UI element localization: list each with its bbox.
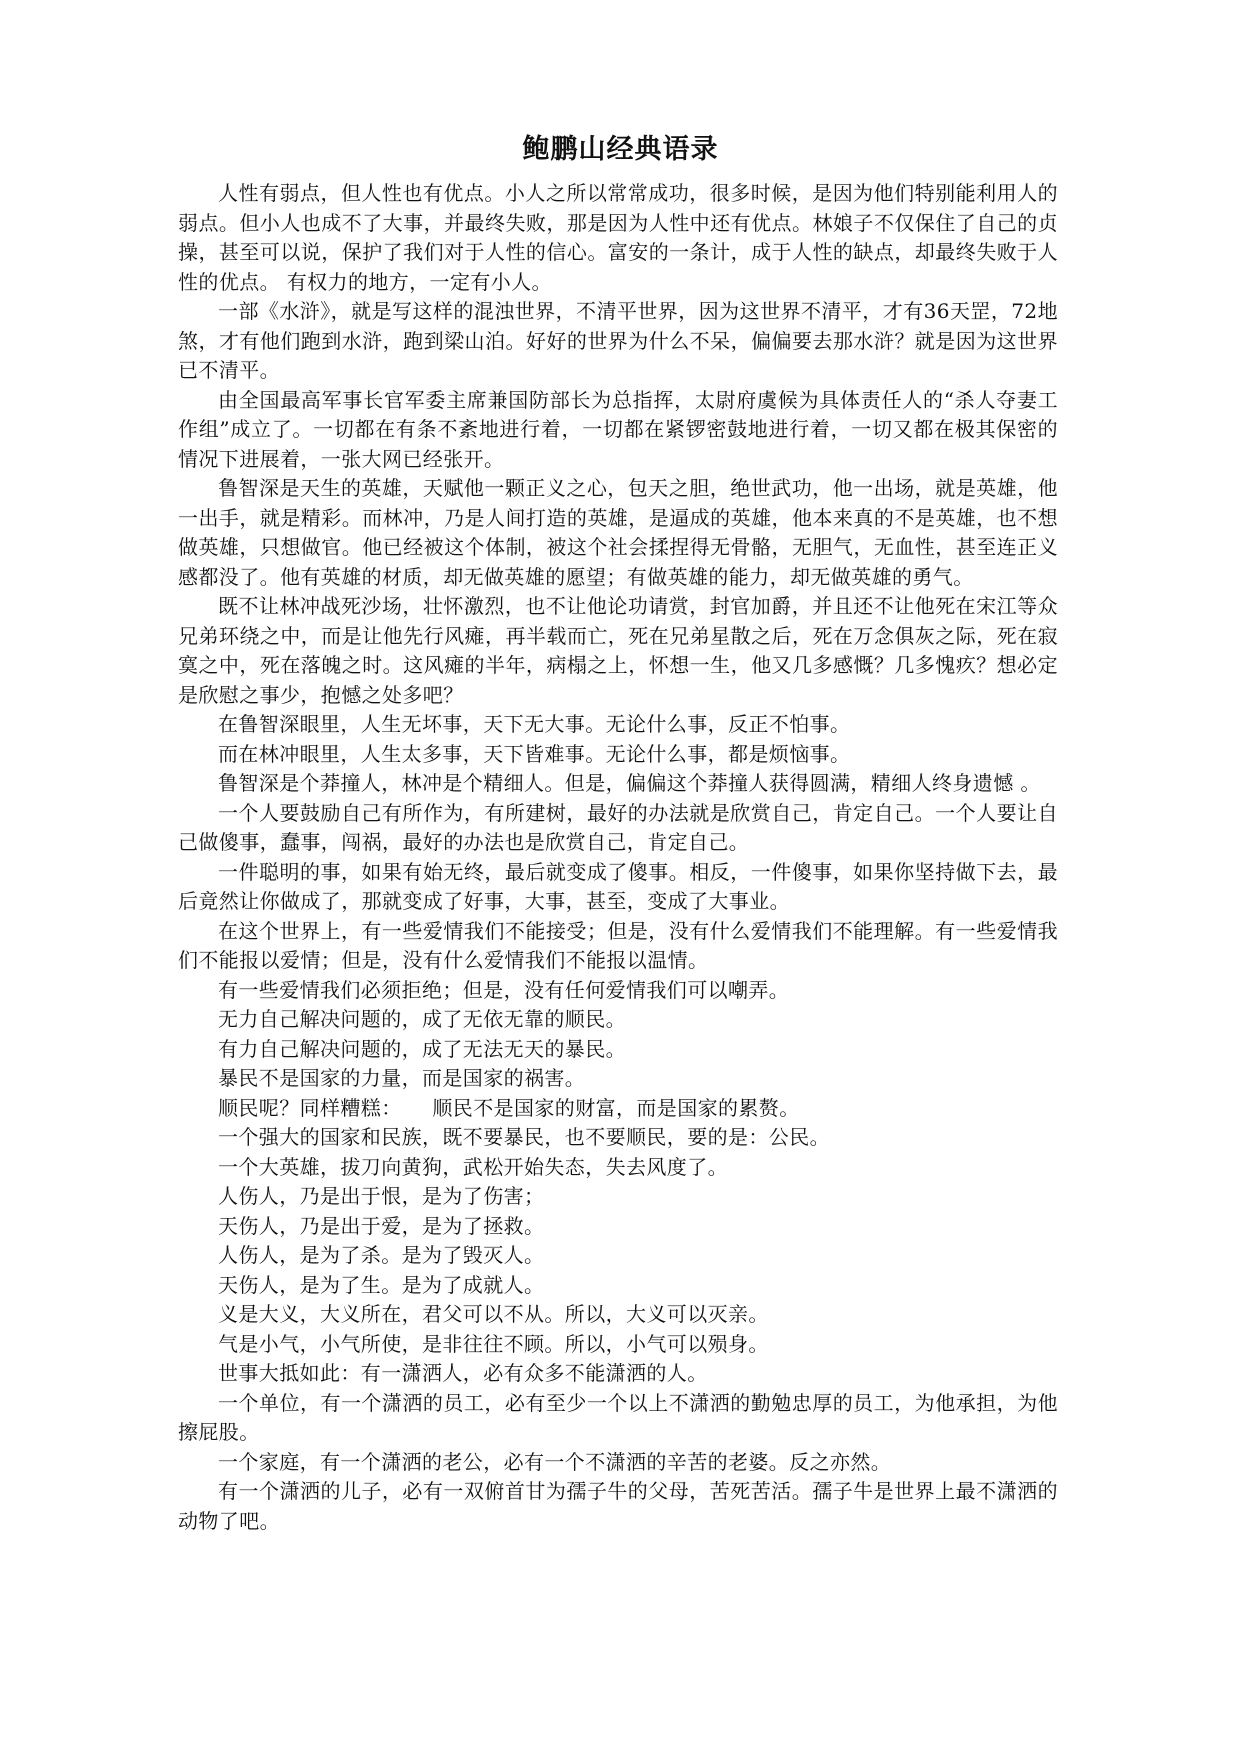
paragraph: 顺民呢？同样糟糕： 顺民不是国家的财富，而是国家的累赘。 xyxy=(218,1095,800,1120)
paragraph: 有一个潇洒的儿子，必有一双俯首甘为孺子牛的父母，苦死苦活。孺子牛是世界上最不潇洒的动物了吧。 xyxy=(178,1479,1058,1533)
paragraph: 既不让林冲战死沙场，壮怀激烈，也不让他论功请赏，封官加爵，并且还不让他死在宋江等众兄弟环绕之中，而是让他先行风瘫，再半载而亡，死在兄弟星散之后，死在万念俱灰之际，死在寂寞之中，死在落魄之时。这风瘫的半年，病榻之上，怀想一生，他又几多感慨？几多愧疚？想必定是欣慰之事少，抱憾之处多吧？ xyxy=(178,594,1058,707)
paragraph: 鲁智深是个莽撞人，林冲是个精细人。但是，偏偏这个莽撞人获得圆满，精细人终身遗憾 。 xyxy=(218,771,1041,795)
paragraph: 人伤人，是为了杀。是为了毁灭人。 xyxy=(218,1243,545,1267)
paragraph: 气是小气，小气所使，是非往往不顾。所以，小气可以殒身。 xyxy=(218,1331,769,1356)
paragraph: 天伤人，乃是出于爱，是为了拯救。 xyxy=(218,1213,545,1238)
paragraph: 义是大义，大义所在，君父可以不从。所以，大义可以灭亲。 xyxy=(218,1302,769,1326)
paragraph: 由全国最高军事长官军委主席兼国防部长为总指挥，太尉府虞候为具体责任人的“杀人夺妻工作组”成立了。一切都在有条不紊地进行着，一切都在紧锣密鼓地进行着，一切又都在极其保密的情况下进展着，一张大网已经张开。 xyxy=(178,387,1058,471)
paragraph: 无力自己解决问题的，成了无依无靠的顺民。 xyxy=(218,1007,626,1031)
paragraph: 一个家庭，有一个潇洒的老公，必有一个不潇洒的辛苦的老婆。反之亦然。 xyxy=(218,1449,892,1474)
paragraph: 一个强大的国家和民族，既不要暴民，也不要顺民，要的是：公民。 xyxy=(218,1125,830,1149)
paragraph: 人伤人，乃是出于恨，是为了伤害； xyxy=(218,1184,545,1208)
paragraph: 在这个世界上，有一些爱情我们不能接受；但是，没有什么爱情我们不能理解。有一些爱情我们不能报以爱情；但是，没有什么爱情我们不能报以温情。 xyxy=(178,918,1058,972)
paragraph: 有力自己解决问题的，成了无法无天的暴民。 xyxy=(218,1036,626,1061)
paragraph: 一个单位，有一个潇洒的员工，必有至少一个以上不潇洒的勤勉忠厚的员工，为他承担，为他擦屁股。 xyxy=(178,1390,1058,1444)
paragraph: 世事大抵如此：有一潇洒人，必有众多不能潇洒的人。 xyxy=(218,1361,708,1385)
document-title: 鲍鹏山经典语录 xyxy=(522,134,719,165)
document-body xyxy=(178,179,1058,1536)
paragraph: 在鲁智深眼里，人生无坏事，天下无大事。无论什么事，反正不怕事。 xyxy=(218,712,851,736)
paragraph: 而在林冲眼里，人生太多事，天下皆难事。无论什么事，都是烦恼事。 xyxy=(218,741,851,766)
paragraph: 鲁智深是天生的英雄，天赋他一颗正义之心，包天之胆，绝世武功，他一出场，就是英雄，他一出手，就是精彩。而林冲，乃是人间打造的英雄，是逼成的英雄，他本来真的不是英雄，也不想做英雄，只想做官。他已经被这个体制，被这个社会揉捏得无骨骼，无胆气，无血性，甚至连正义感都没了。他有英雄的材质，却无做英雄的愿望；有做英雄的能力，却无做英雄的勇气。 xyxy=(178,476,1058,589)
paragraph: 一部《水浒》，就是写这样的混浊世界，不清平世界，因为这世界不清平，才有36天罡，72地煞，才有他们跑到水浒，跑到梁山泊。好好的世界为什么不呆，偏偏要去那水浒？就是因为这世界已不清平。 xyxy=(178,299,1058,382)
paragraph: 一件聪明的事，如果有始无终，最后就变成了傻事。相反，一件傻事，如果你坚持做下去，最后竟然让你做成了，那就变成了好事，大事，甚至，变成了大事业。 xyxy=(178,859,1058,913)
paragraph: 人性有弱点，但人性也有优点。小人之所以常常成功，很多时候，是因为他们特别能利用人的弱点。但小人也成不了大事，并最终失败，那是因为人性中还有优点。林娘子不仅保住了自己的贞操，甚至可以说，保护了我们对于人性的信心。富安的一条计，成于人性的缺点，却最终失败于人性的优点。 有权力的地方，一定有小人。 xyxy=(178,181,1058,294)
paragraph: 暴民不是国家的力量，而是国家的祸害。 xyxy=(218,1066,586,1090)
paragraph: 一个人要鼓励自己有所作为，有所建树，最好的办法就是欣赏自己，肯定自己。一个人要让自己做傻事，蠢事，闯祸，最好的办法也是欣赏自己，肯定自己。 xyxy=(178,800,1058,854)
paragraph: 有一些爱情我们必须拒绝；但是，没有任何爱情我们可以嘲弄。 xyxy=(218,977,790,1002)
paragraph: 天伤人，是为了生。是为了成就人。 xyxy=(218,1272,545,1297)
paragraph: 一个大英雄，拔刀向黄狗，武松开始失态，失去风度了。 xyxy=(218,1154,728,1179)
